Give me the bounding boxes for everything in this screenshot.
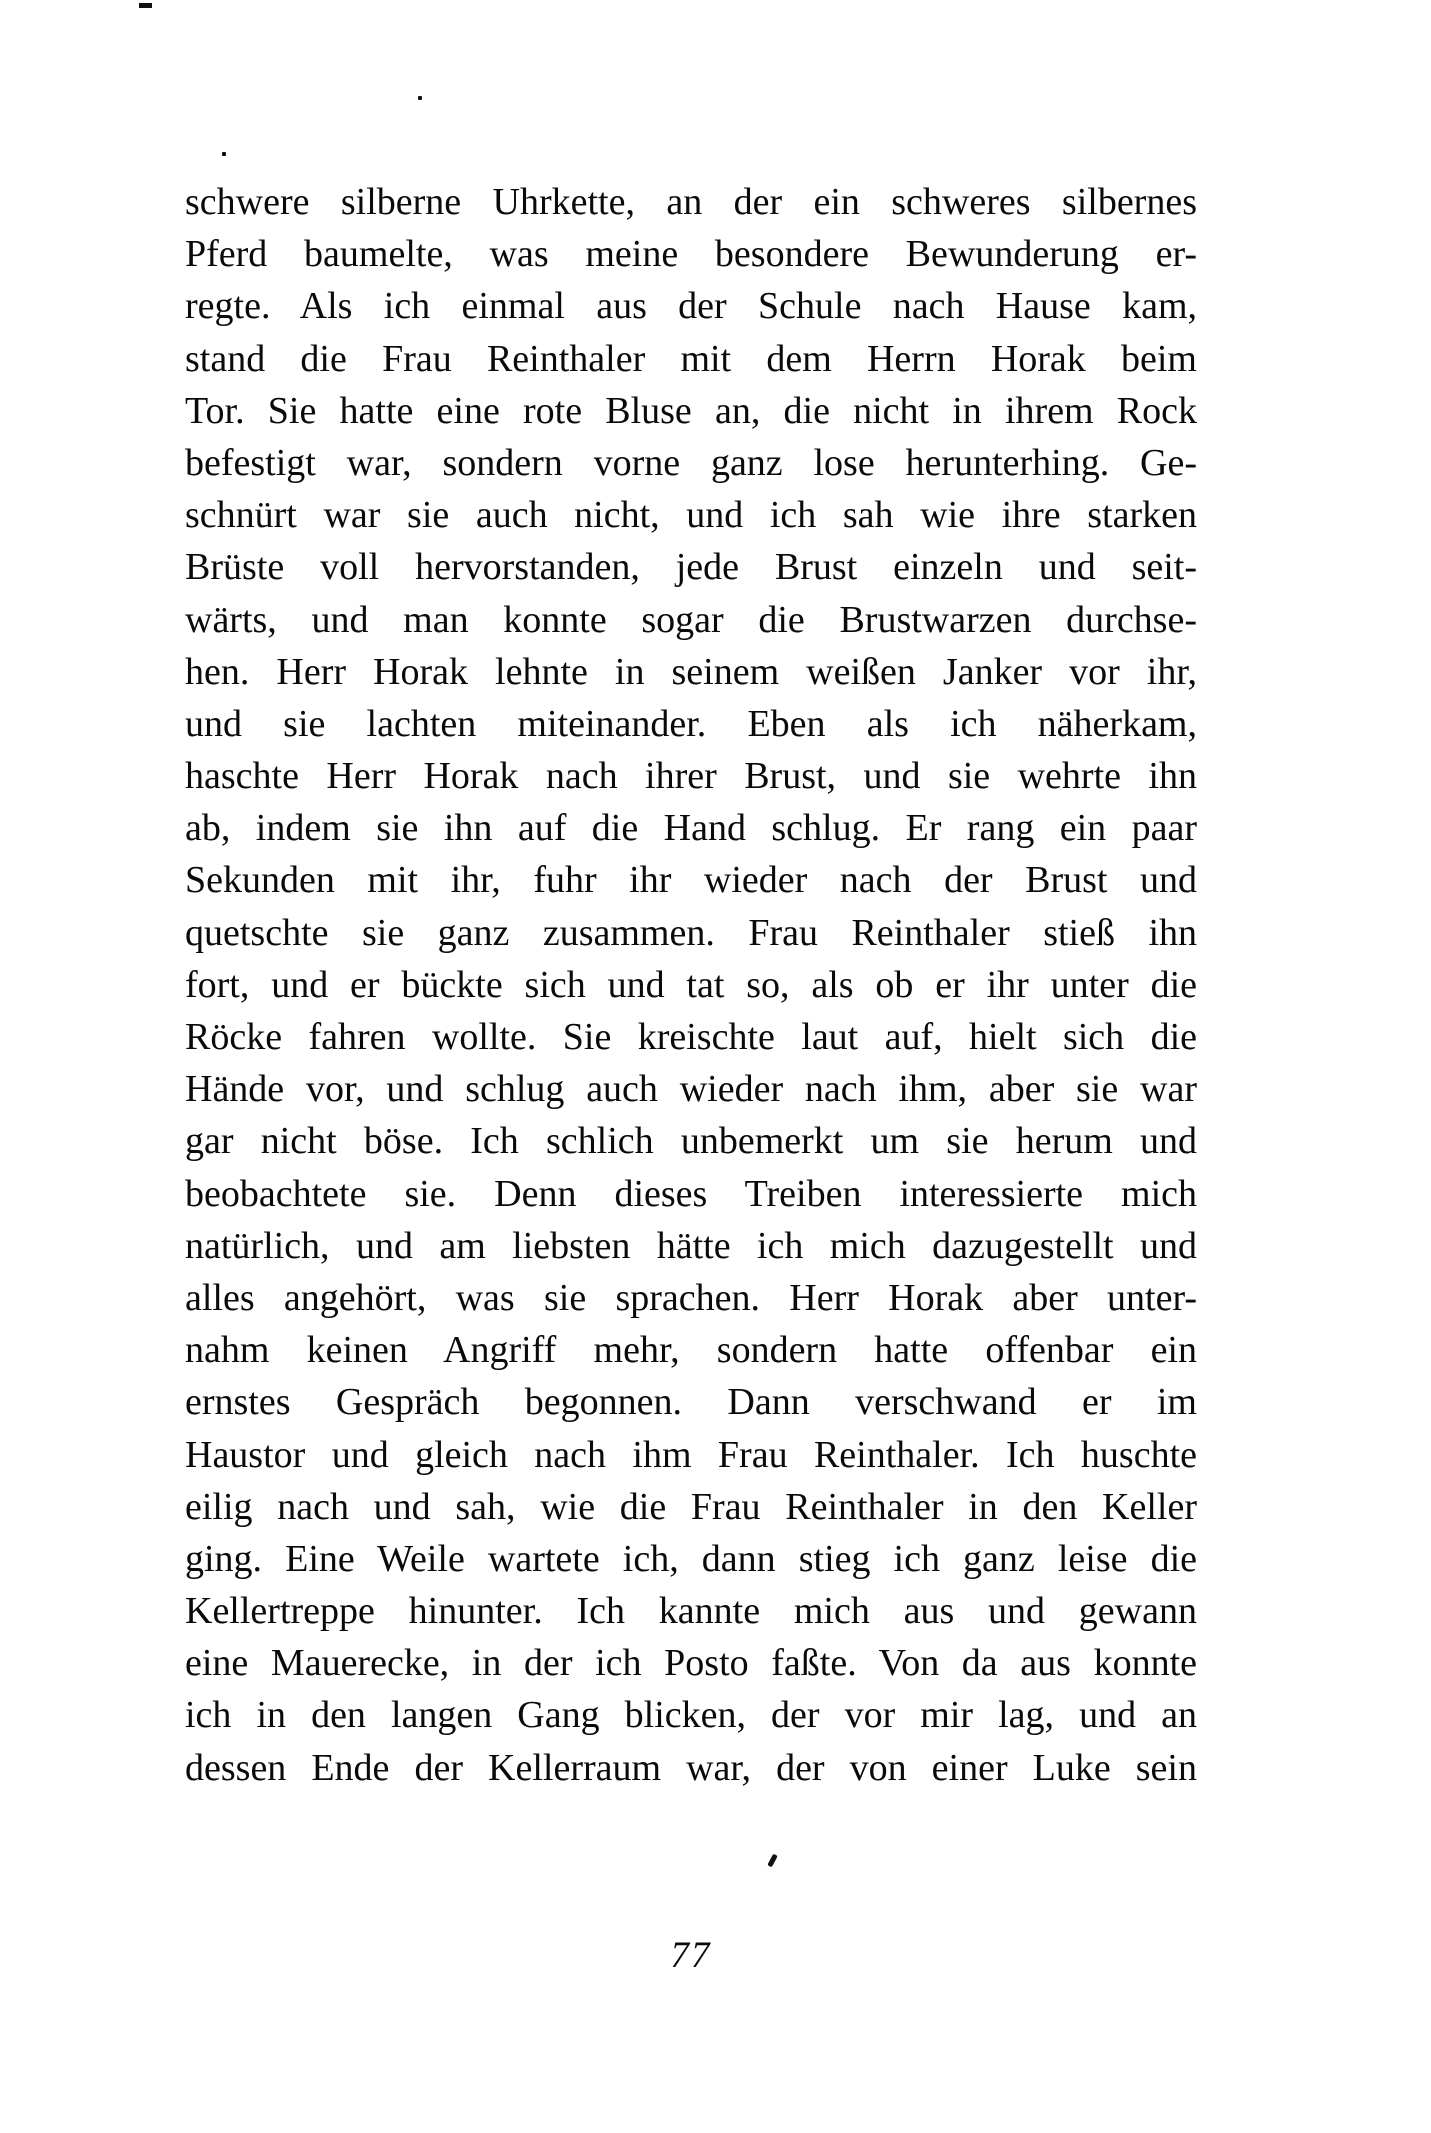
text-line: ging. Eine Weile wartete ich, dann stieg ich ganz leise die	[185, 1537, 1197, 1580]
text-line: Tor. Sie hatte eine rote Bluse an, die nicht in ihrem Rock	[185, 389, 1197, 432]
scan-speck	[222, 152, 226, 156]
text-line: stand die Frau Reinthaler mit dem Herrn Horak beim	[185, 337, 1197, 380]
text-line: schwere silberne Uhrkette, an der ein schweres silbernes	[185, 181, 1197, 223]
text-line: und sie lachten miteinander. Eben als ich näherkam,	[185, 702, 1197, 745]
text-line: gar nicht böse. Ich schlich unbemerkt um sie herum und	[185, 1120, 1197, 1163]
text-line: natürlich, und am liebsten hätte ich mich dazugestellt und	[185, 1224, 1197, 1267]
text-line: Haustor und gleich nach ihm Frau Reinthaler. Ich huschte	[185, 1433, 1197, 1476]
scan-speck	[418, 96, 422, 100]
text-line: quetschte sie ganz zusammen. Frau Reinthaler stieß ihn	[185, 911, 1197, 954]
text-line: Röcke fahren wollte. Sie kreischte laut auf, hielt sich die	[185, 1016, 1197, 1058]
text-line: haschte Herr Horak nach ihrer Brust, und sie wehrte ihn	[185, 755, 1197, 798]
text-line: eine Mauerecke, in der ich Posto faßte. Von da aus konnte	[185, 1642, 1197, 1685]
scan-speck	[767, 1854, 778, 1868]
text-line: Kellertreppe hinunter. Ich kannte mich aus und gewann	[185, 1590, 1197, 1633]
text-line: schnürt war sie auch nicht, und ich sah wie ihre starken	[185, 494, 1197, 537]
text-line: eilig nach und sah, wie die Frau Reinthaler in den Keller	[185, 1485, 1197, 1528]
text-line: alles angehört, was sie sprachen. Herr Horak aber unter-	[185, 1276, 1197, 1319]
text-line: regte. Als ich einmal aus der Schule nach Hause kam,	[185, 285, 1197, 328]
text-line: wärts, und man konnte sogar die Brustwarzen durchse-	[185, 598, 1197, 641]
text-line: ab, indem sie ihn auf die Hand schlug. Er rang ein paar	[185, 807, 1197, 850]
text-line: dessen Ende der Kellerraum war, der von einer Luke sein	[185, 1746, 1197, 1789]
text-line: ernstes Gespräch begonnen. Dann verschwand er im	[185, 1381, 1197, 1424]
body-text-block	[185, 176, 1197, 1794]
text-line: befestigt war, sondern vorne ganz lose herunterhing. Ge-	[185, 441, 1197, 484]
text-line: nahm keinen Angriff mehr, sondern hatte offenbar ein	[185, 1329, 1197, 1372]
text-line: Brüste voll hervorstanden, jede Brust einzeln und seit-	[185, 546, 1197, 589]
text-line: ich in den langen Gang blicken, der vor mir lag, und an	[185, 1694, 1197, 1737]
text-line: Pferd baumelte, was meine besondere Bewunderung er-	[185, 233, 1197, 276]
text-line: Hände vor, und schlug auch wieder nach ihm, aber sie war	[185, 1068, 1197, 1111]
text-line: beobachtete sie. Denn dieses Treiben interessierte mich	[185, 1172, 1197, 1215]
text-line: fort, und er bückte sich und tat so, als ob er ihr unter die	[185, 963, 1197, 1006]
text-line: hen. Herr Horak lehnte in seinem weißen Janker vor ihr,	[185, 650, 1197, 693]
text-line: Sekunden mit ihr, fuhr ihr wieder nach der Brust und	[185, 859, 1197, 902]
scan-speck	[139, 3, 152, 8]
page-number: 77	[670, 1935, 712, 1976]
